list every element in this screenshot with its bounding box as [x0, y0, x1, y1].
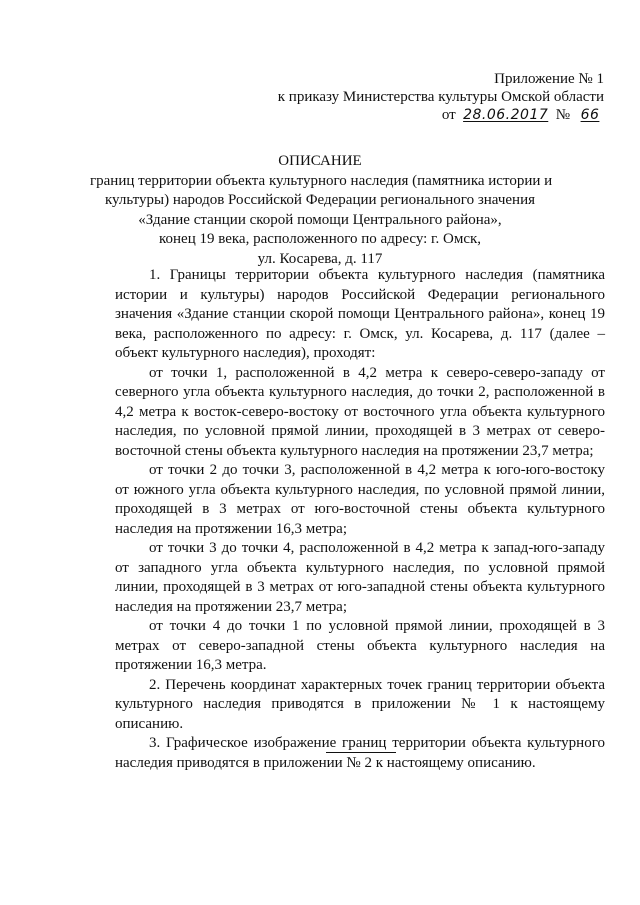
order-date-prefix: от [441, 107, 456, 123]
title-line: конец 19 века, расположенного по адресу: г. Омск, [158, 231, 482, 247]
paragraph-coordinates: 2. Перечень координат характерных точек границ территории объекта культурного наследия приводятся в приложении № 1 к настоящему описанию. [115, 676, 605, 732]
paragraph-graphic: 3. Графическое изображение границ территории объекта культурного наследия приводятся в приложении № 2 к настоящему описанию. [115, 735, 605, 771]
appendix-number: Приложение № 1 [494, 71, 604, 87]
paragraph-boundaries: 1. Границы территории объекта культурного наследия (памятника истории и культуры) народов Российской Федерации регионального значения «Здание станции скорой помощи Центрального района», конец 19 века, расположенного по адресу: г. Омск, ул. Косарева, д. 117 (далее – объект культурного наследия), проходят: [115, 267, 605, 361]
end-separator-line [326, 752, 396, 753]
title-heading: ОПИСАНИЕ [278, 153, 362, 169]
paragraph-point-3-4: от точки 3 до точки 4, расположенной в 4,2 метра к запад-юго-западу от западного угла объекта культурного наследия, по условной прямой линии, проходящей в 3 метрах от юго-западной стены объекта культурного наследия на протяжении 23,7 метра; [115, 540, 605, 615]
paragraph-point-4-1: от точки 4 до точки 1 по условной прямой линии, проходящей в 3 метрах от северо-западной стены объекта культурного наследия на протяжении 16,3 метра. [115, 618, 605, 673]
paragraph-point-1-2: от точки 1, расположенной в 4,2 метра к северо-северо-западу от северного угла объекта культурного наследия, до точки 2, расположенной в 4,2 метра к восток-северо-востоку от восточного угла объекта культурного наследия, по условной прямой линии, проходящей в 3 метрах от северо-восточной стены объекта культурного наследия на протяжении 23,7 метра; [115, 364, 605, 459]
handwritten-order-number: 66 [580, 107, 600, 123]
document-body [115, 266, 605, 773]
paragraph-point-2-3: от точки 2 до точки 3, расположенной в 4,2 метра к юго-юго-востоку от южного угла объекта культурного наследия, по условной прямой линии, проходящей в 3 метрах от юго-восточной стены объекта культурного наследия на протяжении 16,3 метра; [115, 462, 605, 537]
document-title [90, 152, 553, 269]
order-reference: к приказу Министерства культуры Омской области [277, 89, 604, 105]
title-line: культуры) народов Российской Федерации регионального значения [104, 192, 536, 208]
title-line: ул. Косарева, д. 117 [257, 250, 383, 267]
title-line: границ территории объекта культурного наследия (памятника истории и [90, 172, 553, 189]
handwritten-date: 28.06.2017 [463, 107, 549, 123]
appendix-header [244, 70, 604, 124]
order-date-line [244, 106, 604, 124]
order-number-prefix: № [555, 107, 570, 123]
title-line: «Здание станции скорой помощи Центрального района», [138, 211, 502, 228]
